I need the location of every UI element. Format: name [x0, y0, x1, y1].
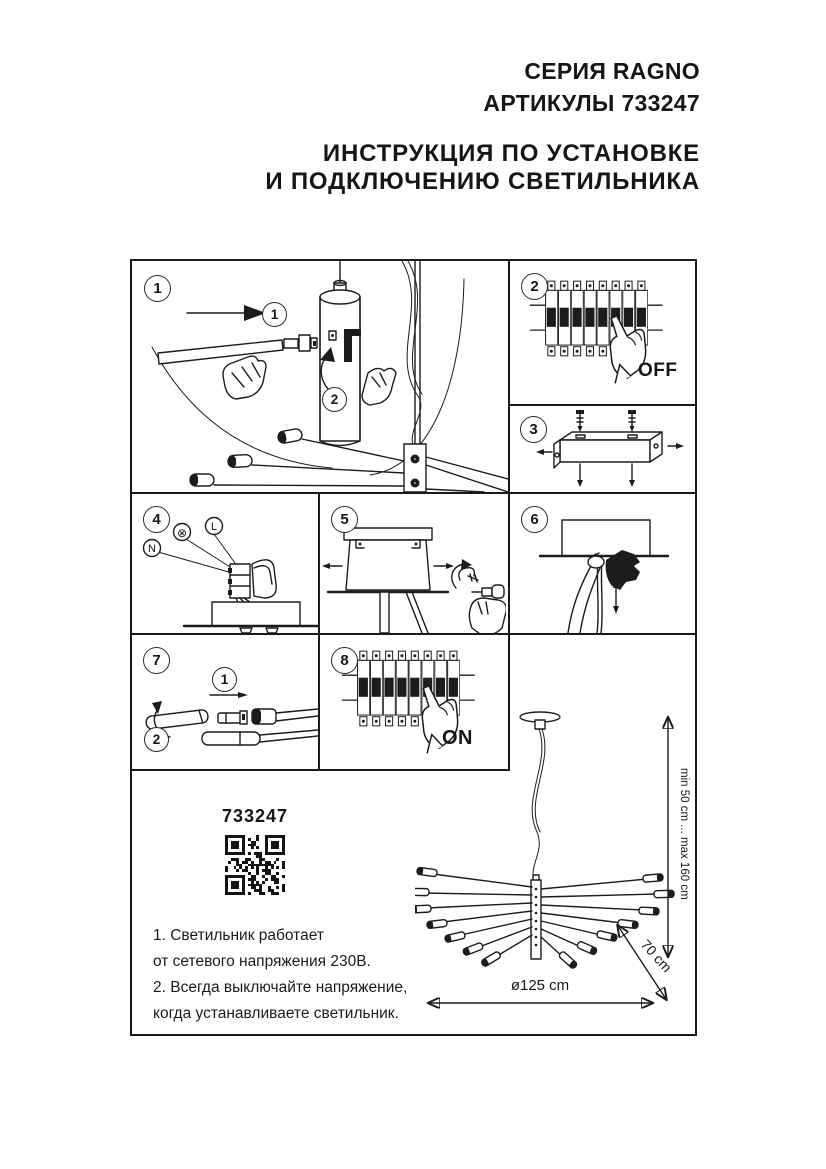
- substep-marker: 1: [262, 302, 287, 327]
- lamp-rod-end: [654, 890, 674, 898]
- note-line: когда устанавливаете светильник.: [153, 1005, 399, 1022]
- lamp-rod-end: [444, 931, 465, 942]
- canopy: [212, 602, 300, 626]
- step-5-panel: [320, 494, 506, 633]
- article-number: 733247: [221, 806, 289, 826]
- note-line: 2. Всегда выключайте напряжение,: [153, 979, 408, 996]
- ground-terminal-label: ⊗: [176, 526, 188, 540]
- rod-insertion-diagram: [132, 261, 508, 492]
- lamp-rod-end: [643, 874, 664, 883]
- lamp-rod-end: [415, 905, 431, 913]
- substep-marker: 1: [212, 667, 237, 692]
- step-7-panel: [132, 635, 318, 769]
- step-2-panel: [510, 261, 697, 404]
- lamp-rod-end: [618, 919, 639, 928]
- chandelier-dimensions-diagram: [415, 704, 697, 1034]
- main-title-line2: И ПОДКЛЮЧЕНИЮ СВЕТИЛЬНИКА: [265, 168, 700, 195]
- off-label: OFF: [638, 360, 678, 381]
- note-line: 1. Светильник работает: [153, 927, 324, 944]
- step-4-panel: [132, 494, 318, 633]
- series-title: СЕРИЯ RAGNO: [524, 58, 700, 84]
- step-6-panel: [510, 494, 697, 633]
- safety-notes: [153, 923, 407, 1027]
- height-range-label: min 50 cm ... max 160 cm: [678, 768, 690, 900]
- lamp-rod-end: [558, 951, 578, 970]
- step-number-badge: 3: [520, 416, 547, 443]
- step-number-badge: 1: [144, 275, 171, 302]
- lamp-rod-end: [277, 428, 303, 444]
- screw-icon: [459, 568, 478, 582]
- step-number-badge: 7: [143, 647, 170, 674]
- step-number-badge: 5: [331, 506, 358, 533]
- lamp-rod-end: [190, 474, 214, 486]
- lamp-rod-end: [228, 454, 253, 467]
- terminal-block: [230, 564, 250, 598]
- step-number-badge: 8: [331, 647, 358, 674]
- lamp-rod-end: [417, 867, 438, 877]
- lamp-rod-end: [462, 942, 483, 956]
- screw-icon: [576, 410, 584, 432]
- left-hand-icon: [223, 356, 266, 399]
- step-number-badge: 2: [521, 273, 548, 300]
- diagram-grid: [130, 259, 697, 1036]
- main-title: [265, 140, 700, 196]
- central-tube: [531, 880, 541, 959]
- lamp-rod-end: [415, 888, 429, 895]
- step-3-panel: [510, 406, 697, 492]
- neutral-terminal-label: N: [148, 543, 156, 555]
- step-number-badge: 4: [143, 506, 170, 533]
- step-number-badge: 6: [521, 506, 548, 533]
- diameter-label: ø125 cm: [510, 977, 570, 994]
- right-hand-icon: [362, 368, 396, 405]
- qr-code: [225, 835, 285, 895]
- step-1-panel: [132, 261, 508, 492]
- on-label: ON: [442, 727, 473, 749]
- hand-icon: [469, 598, 506, 633]
- document-header: [265, 55, 700, 196]
- live-terminal-label: L: [210, 521, 218, 533]
- screwdriver-icon: [472, 585, 504, 598]
- note-line: от сетевого напряжения 230В.: [153, 953, 371, 970]
- lamp-rod-end: [596, 930, 617, 941]
- substep-marker: 2: [144, 727, 169, 752]
- lamp-rod-end: [576, 941, 597, 956]
- depth-label: 70 cm: [637, 936, 676, 976]
- lamp-rod-end: [481, 951, 502, 967]
- lamp-rod-end: [639, 907, 659, 915]
- lamp-rod-end: [427, 919, 448, 928]
- main-title-line1: ИНСТРУКЦИЯ ПО УСТАНОВКЕ: [322, 140, 700, 167]
- substep-marker: 2: [322, 387, 347, 412]
- screw-icon: [628, 410, 636, 432]
- article-title: АРТИКУЛЫ 733247: [483, 90, 700, 116]
